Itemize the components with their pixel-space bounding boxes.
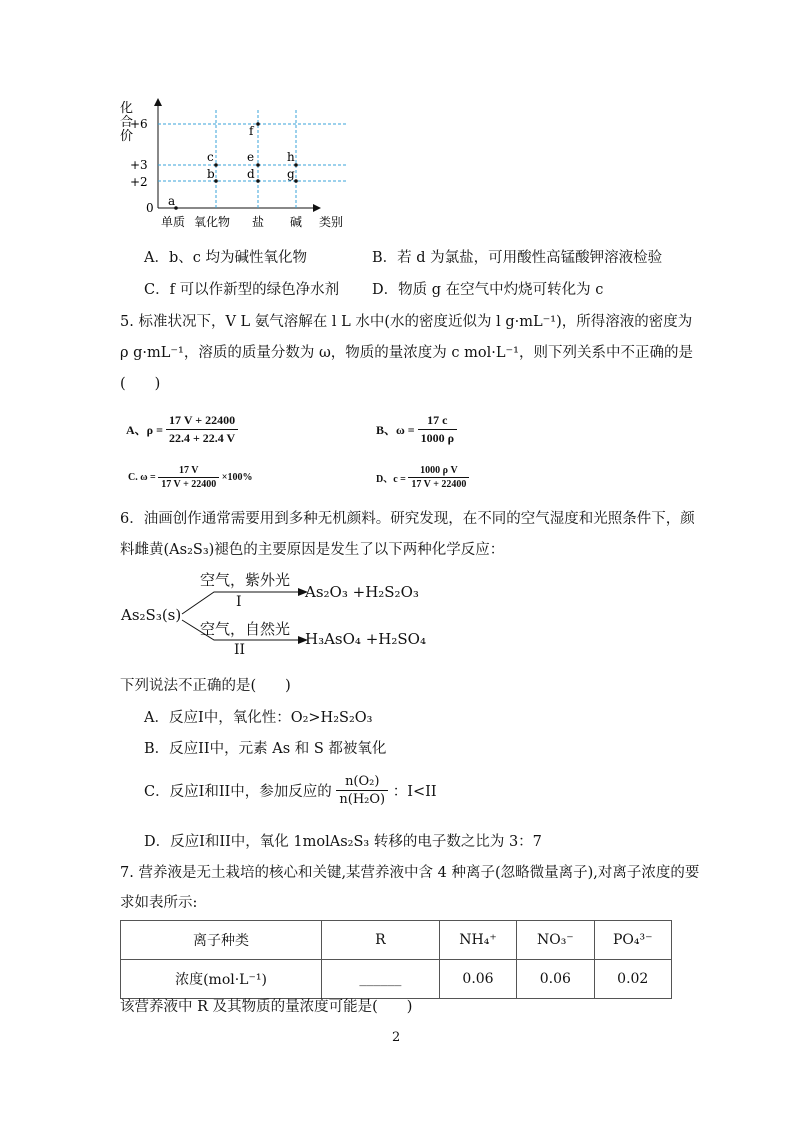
header-ion-type: 离子种类 [121, 921, 322, 960]
q6-stem-2: 料雌黄(As₂S₃)褪色的主要原因是发生了以下两种化学反应： [120, 542, 505, 558]
q7-question: 该营养液中 R 及其物质的量浓度可能是( ) [120, 999, 413, 1015]
q6-option-a: A．反应I中，氧化性：O₂>H₂S₂O₃ [144, 710, 373, 726]
y-axis-title-3: 价 [120, 129, 134, 144]
point-e [256, 163, 260, 167]
q6-c-prefix: C．反应I和II中，参加反应的 [144, 784, 332, 800]
q6-c-denominator: n(H₂O) [339, 792, 386, 807]
x-tick-category: 类别 [319, 215, 344, 229]
q5-stem-2: ρ g·mL⁻¹，溶质的质量分数为 ω，物质的量浓度为 c mol·L⁻¹，则下列关系中不正确的是 [120, 345, 693, 361]
cell-r-blank: ______ [322, 960, 440, 999]
point-b [214, 179, 218, 183]
label-b: b [207, 167, 215, 181]
y-tick-0: 0 [146, 201, 154, 215]
page-number: 2 [392, 1030, 401, 1045]
q5-c-numerator: 17 V [158, 465, 219, 478]
q5-c-fraction [158, 465, 219, 490]
x-tick-elemental: 单质 [161, 215, 186, 229]
reactant: As₂S₃(s) [121, 606, 182, 624]
point-g [294, 179, 298, 183]
table-row [121, 960, 672, 999]
q5-option-d [376, 465, 469, 490]
condition-1: 空气，紫外光 [200, 571, 291, 589]
q5-b-fraction [418, 413, 457, 446]
label-g: g [287, 167, 295, 181]
condition-2: 空气，自然光 [200, 620, 291, 638]
q5-c-prefix: C. ω = [128, 472, 156, 483]
q5-d-denominator: 17 V + 22400 [411, 479, 467, 490]
q5-option-b [376, 413, 457, 446]
q7-stem-1: 7. 营养液是无土栽培的核心和关键,某营养液中含 4 种离子(忽略微量离子),对离子浓度的要 [120, 865, 700, 881]
table-header-row [121, 921, 672, 960]
q5-b-denominator: 1000 ρ [420, 431, 455, 445]
label-a: a [168, 194, 176, 208]
y-tick-3: +3 [130, 158, 148, 172]
q5-c-suffix: ×100% [221, 472, 253, 483]
q5-d-fraction [408, 465, 469, 490]
ion-concentration-table [120, 920, 672, 999]
q5-stem-1: 5. 标准状况下，V L 氨气溶解在 l L 水中(水的密度近似为 l g·mL⁻¹)，所得溶液的密度为 [120, 314, 693, 330]
q6-stem-1: 6．油画创作通常需要用到多种无机颜料。研究发现，在不同的空气湿度和光照条件下，颜 [120, 511, 695, 527]
q5-d-prefix: D、c = [376, 474, 406, 485]
q7-stem-2: 求如表所示: [120, 895, 198, 911]
q4-option-b: B．若 d 为氯盐，可用酸性高锰酸钾溶液检验 [372, 250, 663, 266]
header-no3: NO₃⁻ [517, 921, 594, 960]
cell-no3: 0.06 [517, 960, 594, 999]
label-d: d [247, 167, 255, 181]
header-nh4: NH₄⁺ [439, 921, 516, 960]
y-axis-title-2: 合 [120, 115, 134, 130]
route-label-2: II [234, 642, 246, 658]
q5-d-numerator: 1000 ρ V [408, 465, 469, 478]
q5-option-a [126, 413, 238, 446]
q6-option-d: D．反应I和II中，氧化 1molAs₂S₃ 转移的电子数之比为 3：7 [144, 834, 542, 850]
q5-a-denominator: 22.4 + 22.4 V [168, 431, 236, 445]
valence-chart [110, 98, 370, 238]
x-tick-oxide: 氧化物 [194, 215, 231, 229]
cell-po4: 0.02 [594, 960, 672, 999]
q5-b-numerator: 17 c [418, 413, 457, 430]
route-label-1: I [236, 594, 242, 610]
q6-c-suffix: ：I<II [392, 784, 437, 800]
y-axis-title-1: 化 [120, 101, 134, 116]
q6-option-c [144, 774, 437, 807]
point-f [256, 122, 260, 126]
q6-c-fraction [336, 774, 388, 807]
label-c: c [207, 150, 214, 164]
q4-option-d: D．物质 g 在空气中灼烧可转化为 c [372, 282, 604, 298]
product-1: As₂O₃ +H₂S₂O₃ [305, 583, 419, 601]
q6-question: 下列说法不正确的是( ) [120, 678, 291, 694]
header-po4: PO₄³⁻ [594, 921, 672, 960]
label-e: e [247, 150, 255, 164]
x-tick-base: 碱 [290, 215, 303, 229]
y-tick-2: +2 [130, 175, 148, 189]
product-2: H₃AsO₄ +H₂SO₄ [305, 630, 426, 648]
row-label: 浓度(mol·L⁻¹) [121, 960, 322, 999]
label-f: f [249, 124, 254, 138]
x-tick-salt: 盐 [252, 215, 265, 229]
x-axis-arrow [313, 204, 321, 212]
y-tick-6: +6 [130, 117, 148, 131]
q6-option-b: B．反应II中，元素 As 和 S 都被氧化 [144, 741, 387, 757]
q5-a-prefix: A、ρ = [126, 423, 163, 437]
q5-b-prefix: B、ω = [376, 423, 415, 437]
q5-c-denominator: 17 V + 22400 [161, 479, 217, 490]
q5-a-numerator: 17 V + 22400 [166, 413, 238, 430]
point-h [294, 163, 298, 167]
q4-option-c: C．f 可以作新型的绿色净水剂 [144, 282, 340, 298]
q6-c-numerator: n(O₂) [336, 774, 388, 791]
q5-a-fraction [166, 413, 238, 446]
point-d [256, 179, 260, 183]
point-c [214, 163, 218, 167]
cell-nh4: 0.06 [439, 960, 516, 999]
y-axis-arrow [154, 98, 162, 106]
q5-stem-3: ( ) [120, 376, 161, 392]
q4-option-a: A．b、c 均为碱性氧化物 [144, 250, 307, 266]
q5-option-c [128, 465, 253, 490]
header-r: R [322, 921, 440, 960]
label-h: h [287, 150, 295, 164]
